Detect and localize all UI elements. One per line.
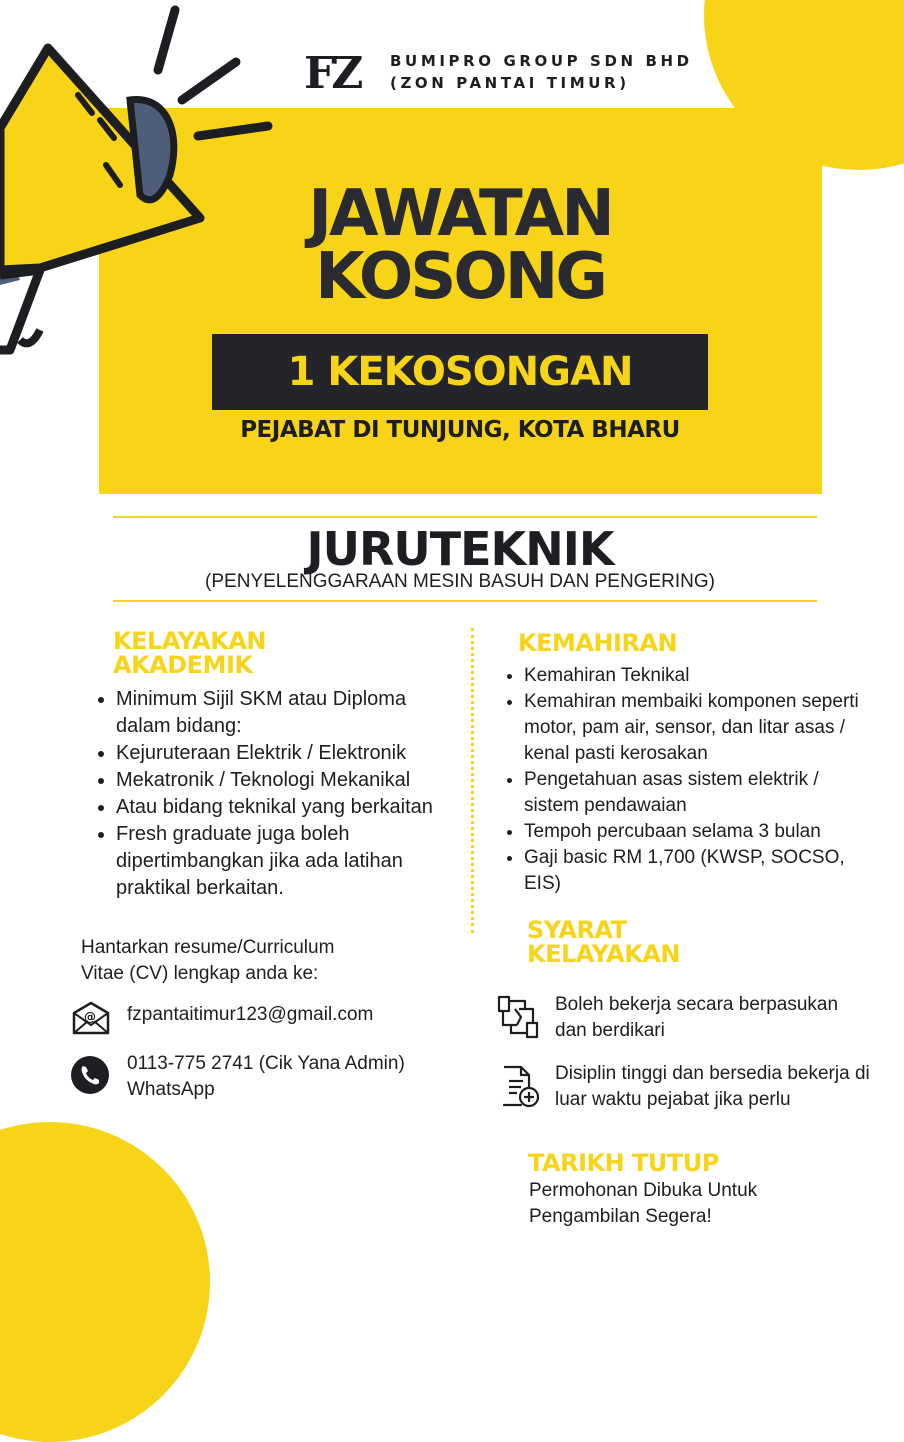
company-name-line1: BUMIPRO GROUP SDN BHD (390, 52, 693, 70)
skills-list (500, 663, 864, 897)
list-item: • Kemahiran membaiki komponen seperti motor, pam air, sensor, dan litar asas / kenal pasti kerosakan (524, 689, 864, 767)
academic-heading-line2: AKADEMIK (113, 651, 253, 679)
email-icon (72, 1001, 110, 1035)
title-line1: JAWATAN (308, 177, 612, 251)
list-item: • Pengetahuan asas sistem elektrik / sistem pendawaian (524, 767, 864, 819)
requirements-heading-line1: SYARAT (527, 916, 627, 944)
closing-text-line1: Permohonan Dibuka Untuk (529, 1180, 758, 1201)
apply-intro: Hantarkan resume/Curriculum Vitae (CV) lengkap anda ke: (81, 937, 335, 984)
column-divider (471, 628, 474, 933)
list-item: • Gaji basic RM 1,700 (KWSP, SOCSO, EIS) (524, 845, 864, 897)
company-name-line2: (ZON PANTAI TIMUR) (390, 74, 630, 92)
list-item: • Tempoh percubaan selama 3 bulan (524, 819, 864, 845)
company-logo (304, 48, 376, 94)
closing-text (529, 1178, 757, 1230)
list-item: • Kejuruteraan Elektrik / Elektronik (116, 740, 466, 767)
academic-heading (113, 629, 266, 677)
job-title: JURUTEKNIK (306, 522, 614, 576)
vacancy-count: 1 KEKOSONGAN (287, 349, 633, 395)
skills-heading: KEMAHIRAN (518, 629, 678, 657)
phone-channel: WhatsApp (127, 1079, 215, 1100)
svg-text:FZ: FZ (304, 48, 360, 94)
divider-top (113, 516, 817, 518)
title-line2: KOSONG (315, 240, 605, 314)
teamwork-hands-icon (497, 995, 539, 1039)
company-name (390, 50, 693, 94)
list-item: • Fresh graduate juga boleh dipertimbangkan jika ada latihan praktikal berkaitan. (116, 821, 466, 902)
list-item: • Minimum Sijil SKM atau Diploma dalam bidang: (116, 686, 466, 740)
requirements-heading (527, 918, 680, 966)
phone-number[interactable]: 0113-775 2741 (Cik Yana Admin) (127, 1053, 405, 1074)
email-address[interactable]: fzpantaitimur123@gmail.com (127, 1004, 374, 1025)
job-subtitle: (PENYELENGGARAAN MESIN BASUH DAN PENGERING) (205, 571, 715, 592)
requirements-heading-line2: KELAYAKAN (527, 940, 680, 968)
office-location: PEJABAT DI TUNJUNG, KOTA BHARU (240, 417, 680, 443)
document-add-icon (501, 1065, 541, 1109)
requirement-item-1: Boleh bekerja secara berpasukan dan berdikari (555, 994, 839, 1041)
svg-text:@: @ (84, 1010, 96, 1024)
phone-info (127, 1051, 405, 1103)
list-item: • Atau bidang teknikal yang berkaitan (116, 794, 466, 821)
academic-list (92, 686, 466, 902)
phone-icon (70, 1055, 110, 1095)
requirement-item-2: Disiplin tinggi dan bersedia bekerja di luar waktu pejabat jika perlu (555, 1063, 870, 1110)
list-item: • Kemahiran Teknikal (524, 663, 864, 689)
academic-heading-line1: KELAYAKAN (113, 627, 266, 655)
divider-bottom (113, 600, 817, 602)
closing-text-line2: Pengambilan Segera! (529, 1206, 712, 1227)
decor-circle-bottom-left (0, 1122, 210, 1442)
list-item: • Mekatronik / Teknologi Mekanikal (116, 767, 466, 794)
vacancy-band (212, 334, 708, 410)
closing-heading: TARIKH TUTUP (528, 1149, 719, 1177)
